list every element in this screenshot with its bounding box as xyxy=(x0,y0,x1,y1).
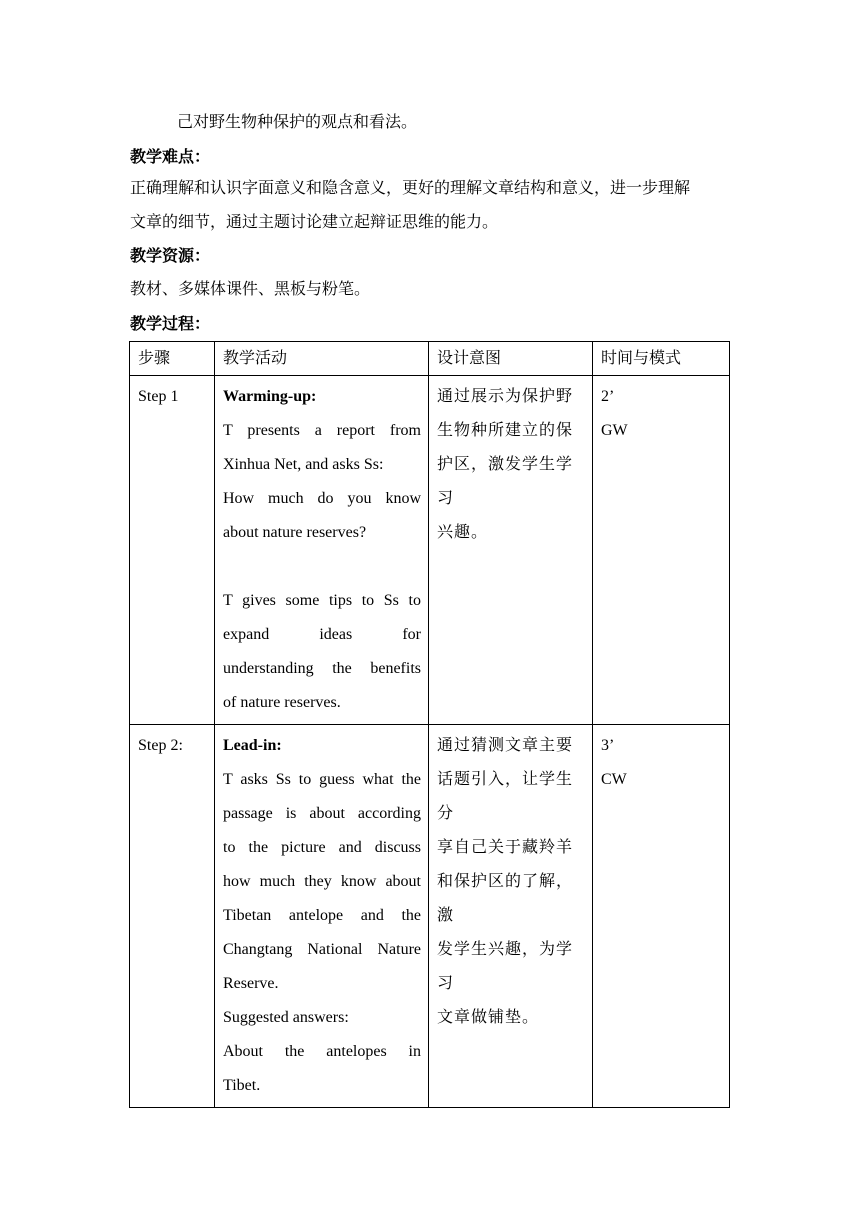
activity-line: passage is about according xyxy=(223,805,421,822)
intent-line: 话题引入，让学生分 xyxy=(437,771,574,822)
time-value: 3’ xyxy=(601,737,615,754)
activity-line: Reserve. xyxy=(223,975,279,992)
activity-line: how much they know about xyxy=(223,873,421,890)
table-row xyxy=(130,376,730,725)
difficulty-heading: 教学难点： xyxy=(130,149,211,166)
activity-line: T asks Ss to guess what the xyxy=(223,771,421,788)
paragraph-continuation: 己对野生物种保护的观点和看法。 xyxy=(177,114,418,131)
intent-line: 发学生兴趣，为学习 xyxy=(437,941,574,992)
intent-line: 文章做铺垫。 xyxy=(437,1009,540,1026)
difficulty-text-line1: 正确理解和认识字面意义和隐含意义，更好的理解文章结构和意义，进一步理解 xyxy=(130,180,691,197)
intent-line: 和保护区的了解，激 xyxy=(437,873,574,924)
time-mode-cell xyxy=(593,725,730,1108)
activity-title: Warming-up: xyxy=(223,388,317,405)
activity-line: Xinhua Net, and asks Ss: xyxy=(223,456,384,473)
activity-line: of nature reserves. xyxy=(223,694,341,711)
blank-line xyxy=(223,550,421,584)
mode-value: CW xyxy=(601,771,627,788)
table-row xyxy=(130,725,730,1108)
activity-line: Tibetan antelope and the xyxy=(223,907,421,924)
intent-line: 享自己关于藏羚羊 xyxy=(437,839,574,856)
intent-line: 生物种所建立的保 xyxy=(437,422,574,439)
header-step: 步骤 xyxy=(130,342,215,376)
time-mode-cell xyxy=(593,376,730,725)
resources-text: 教材、多媒体课件、黑板与粉笔。 xyxy=(130,281,371,298)
activity-line: T presents a report from xyxy=(223,422,421,439)
intent-line: 通过猜测文章主要 xyxy=(437,737,574,754)
header-intent: 设计意图 xyxy=(429,342,593,376)
intent-line: 兴趣。 xyxy=(437,524,489,541)
activity-line: expand ideas for xyxy=(223,626,421,643)
difficulty-text-line2: 文章的细节，通过主题讨论建立起辩证思维的能力。 xyxy=(130,214,499,231)
teaching-process-table xyxy=(129,341,730,1108)
intent-line: 通过展示为保护野 xyxy=(437,388,574,405)
table-header-row xyxy=(130,342,730,376)
intent-cell xyxy=(429,725,593,1108)
activity-line: Suggested answers: xyxy=(223,1009,349,1026)
header-activity: 教学活动 xyxy=(215,342,429,376)
header-time-mode: 时间与模式 xyxy=(593,342,730,376)
activity-line: Changtang National Nature xyxy=(223,941,421,958)
activity-cell xyxy=(215,376,429,725)
intent-cell xyxy=(429,376,593,725)
activity-line: T gives some tips to Ss to xyxy=(223,592,421,609)
intent-line: 护区，激发学生学习 xyxy=(437,456,574,507)
activity-line: How much do you know xyxy=(223,490,421,507)
step-cell: Step 2: xyxy=(130,725,215,1108)
mode-value: GW xyxy=(601,422,628,439)
activity-line: to the picture and discuss xyxy=(223,839,421,856)
activity-title: Lead-in: xyxy=(223,737,282,754)
time-value: 2’ xyxy=(601,388,615,405)
step-cell: Step 1 xyxy=(130,376,215,725)
activity-line: Tibet. xyxy=(223,1077,261,1094)
resources-heading: 教学资源： xyxy=(130,248,211,265)
process-heading: 教学过程： xyxy=(130,316,211,333)
activity-line: about nature reserves? xyxy=(223,524,367,541)
activity-line: understanding the benefits xyxy=(223,660,421,677)
activity-line: About the antelopes in xyxy=(223,1043,421,1060)
activity-cell xyxy=(215,725,429,1108)
